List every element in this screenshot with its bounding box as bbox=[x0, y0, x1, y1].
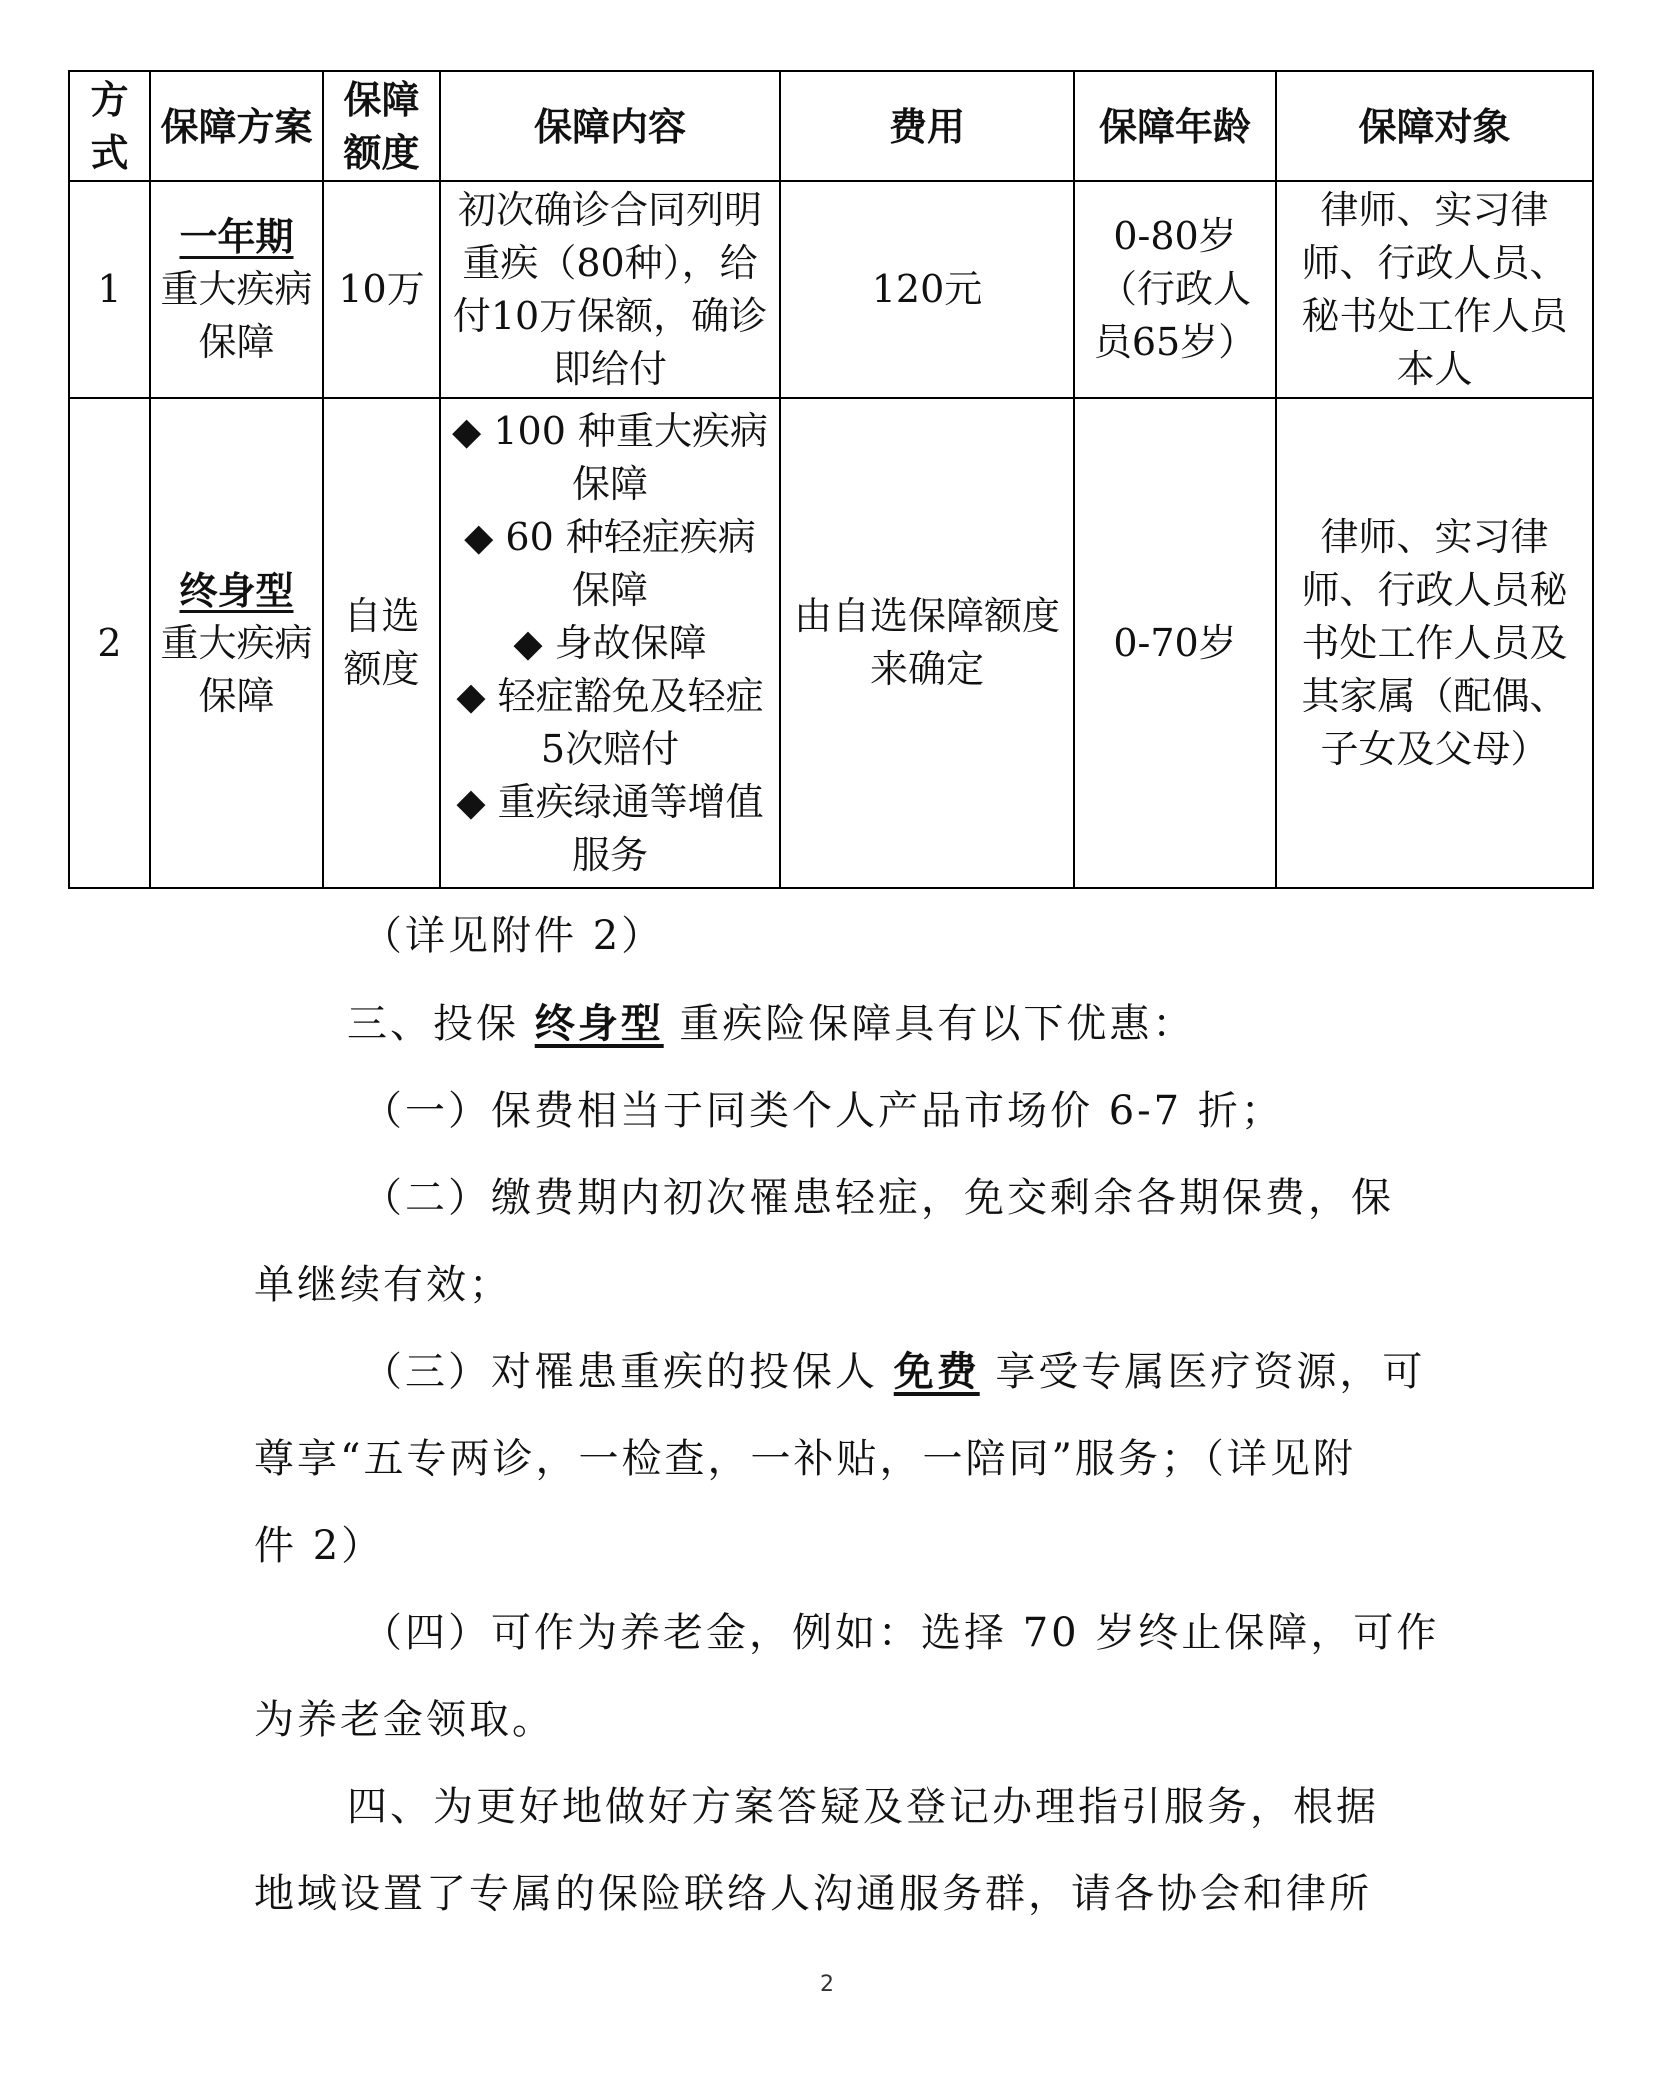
plan-desc: 重大疾病保障 bbox=[160, 267, 313, 364]
insurance-plan-table bbox=[68, 70, 1594, 889]
header-target: 保障对象 bbox=[1276, 71, 1593, 181]
plan-name: 终身型 bbox=[179, 567, 294, 613]
age-cell: 0-70岁 bbox=[1074, 398, 1276, 888]
row-number: 1 bbox=[69, 181, 150, 398]
item-3-3-prefix: （三）对罹患重疾的投保人 bbox=[362, 1349, 894, 1395]
section-3-suffix: 重疾险保障具有以下优惠： bbox=[663, 1001, 1196, 1047]
age-cell: 0-80岁（行政人员65岁） bbox=[1074, 181, 1276, 398]
see-annex-note: （详见附件 2） bbox=[362, 913, 665, 959]
item-3-3-emphasis: 免费 bbox=[893, 1348, 980, 1395]
bullet-item: ◆ 100 种重大疾病保障 bbox=[452, 408, 768, 506]
item-3-1: （一）保费相当于同类个人产品市场价 6-7 折； bbox=[362, 1088, 1284, 1134]
amount-cell: 10万 bbox=[323, 181, 440, 398]
header-plan: 保障方案 bbox=[150, 71, 323, 181]
fee-cell: 120元 bbox=[780, 181, 1074, 398]
section-3-prefix: 三、投保 bbox=[347, 1001, 535, 1047]
header-age: 保障年龄 bbox=[1074, 71, 1276, 181]
table-row bbox=[69, 181, 1593, 398]
plan-cell bbox=[150, 398, 323, 888]
header-fee: 费用 bbox=[780, 71, 1074, 181]
row-number: 2 bbox=[69, 398, 150, 888]
target-cell: 律师、实习律师、行政人员、秘书处工作人员本人 bbox=[1276, 181, 1593, 398]
header-method: 方式 bbox=[69, 71, 150, 181]
section-4-line1: 四、为更好地做好方案答疑及登记办理指引服务，根据 bbox=[347, 1784, 1379, 1830]
item-3-2-line2: 单继续有效； bbox=[254, 1262, 512, 1308]
bullet-item: ◆ 轻症豁免及轻症5次赔付 bbox=[456, 673, 764, 771]
plan-name: 一年期 bbox=[179, 214, 294, 259]
fee-cell: 由自选保障额度来确定 bbox=[780, 398, 1074, 888]
table-header-row bbox=[69, 71, 1593, 181]
plan-desc: 重大疾病保障 bbox=[160, 620, 313, 718]
item-3-4-line2: 为养老金领取。 bbox=[254, 1697, 555, 1743]
section-3-emphasis: 终身型 bbox=[534, 1000, 664, 1047]
item-3-3-suffix: 享受专属医疗资源，可 bbox=[979, 1349, 1426, 1395]
content-cell bbox=[440, 398, 780, 888]
item-3-3-line3: 件 2） bbox=[254, 1523, 385, 1569]
section-3-heading bbox=[347, 998, 1195, 1050]
target-cell: 律师、实习律师、行政人员秘书处工作人员及其家属（配偶、子女及父母） bbox=[1276, 398, 1593, 888]
header-amount: 保障额度 bbox=[323, 71, 440, 181]
table-row bbox=[69, 398, 1593, 888]
content-cell: 初次确诊合同列明重疾（80种），给付10万保额，确诊即给付 bbox=[440, 181, 780, 398]
section-4-line2: 地域设置了专属的保险联络人沟通服务群，请各协会和律所 bbox=[254, 1871, 1372, 1917]
bullet-item: ◆ 重疾绿通等增值服务 bbox=[456, 779, 764, 877]
item-3-2-line1: （二）缴费期内初次罹患轻症，免交剩余各期保费，保 bbox=[362, 1175, 1394, 1221]
bullet-item: ◆ 60 种轻症疾病保障 bbox=[464, 514, 756, 612]
bullet-item: ◆ 身故保障 bbox=[513, 620, 707, 665]
plan-cell bbox=[150, 181, 323, 398]
amount-cell: 自选额度 bbox=[323, 398, 440, 888]
header-content: 保障内容 bbox=[440, 71, 780, 181]
item-3-3-line1 bbox=[362, 1346, 1425, 1398]
item-3-4-line1: （四）可作为养老金，例如：选择 70 岁终止保障，可作 bbox=[362, 1610, 1440, 1656]
page-number: 2 bbox=[820, 1972, 834, 1997]
item-3-3-line2: 尊享“五专两诊，一检查，一补贴，一陪同”服务；（详见附 bbox=[254, 1436, 1356, 1482]
